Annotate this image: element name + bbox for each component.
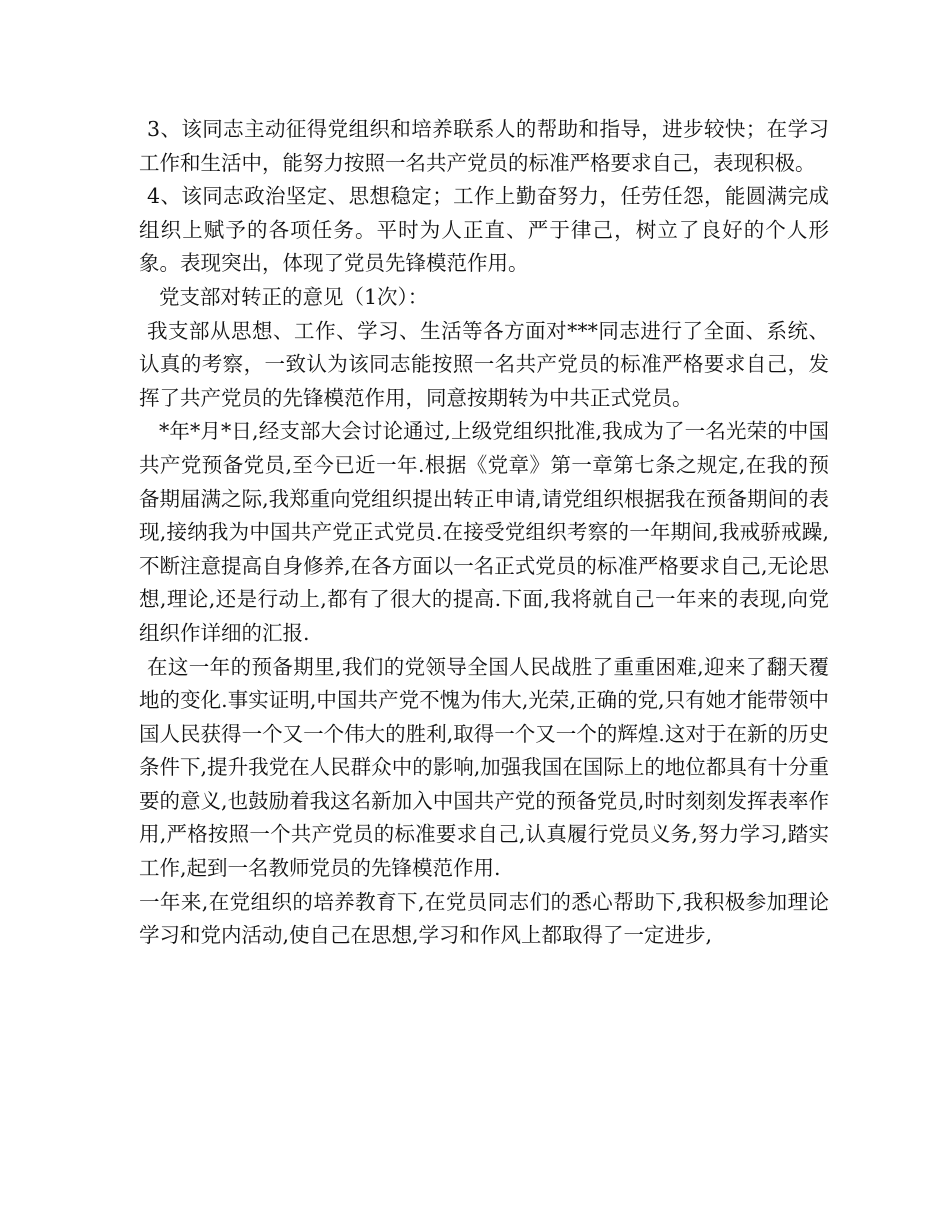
paragraph-branch-opinion: 我支部从思想、工作、学习、生活等各方面对***同志进行了全面、系统、认真的考察，一致认为该同志能按照一名共产党员的标准严格要求自己，发挥了共产党员的先锋模范作用，同意按期转为中共正式党员。 bbox=[139, 318, 829, 410]
paragraph-probation-year: 在这一年的预备期里,我们的党领导全国人民战胜了重重困难,迎来了翻天覆地的变化.事实证明,中国共产党不愧为伟大,光荣,正确的党,只有她才能带领中国人民获得一个又一个伟大的胜利,取得一个又一个的辉煌.这对于在新的历史条件下,提升我党在人民群众中的影响,加强我国在国际上的地位都具有十分重要的意义,也鼓励着我这名新加入中国共产党的预备党员,时时刻刻发挥表率作用,严格按照一个共产党员的标准要求自己,认真履行党员义务,努力学习,踏实工作,起到一名教师党员的先锋模范作用. bbox=[139, 654, 829, 881]
section-heading-branch-opinion: 党支部对转正的意见（1次）： bbox=[159, 284, 429, 309]
paragraph-year-summary: 一年来,在党组织的培养教育下,在党员同志们的悉心帮助下,我积极参加理论学习和党内活动,使自己在思想,学习和作风上都取得了一定进步, bbox=[139, 889, 829, 948]
paragraph-application-intro: *年*月*日,经支部大会讨论通过,上级党组织批准,我成为了一名光荣的中国共产党预备党员,至今已近一年.根据《党章》第一章第七条之规定,在我的预备期届满之际,我郑重向党组织提出转正申请,请党组织根据我在预备期间的表现,接纳我为中国共产党正式党员.在接受党组织考察的一年期间,我戒骄戒躁,不断注意提高自身修养,在各方面以一名正式党员的标准严格要求自己,无论思想,理论,还是行动上,都有了很大的提高.下面,我将就自己一年来的表现,向党组织作详细的汇报. bbox=[139, 419, 829, 645]
paragraph-item-3: 3、该同志主动征得党组织和培养联系人的帮助和指导，进步较快；在学习工作和生活中，能努力按照一名共产党员的标准严格要求自己，表现积极。 bbox=[139, 117, 829, 175]
document-body bbox=[139, 113, 829, 953]
paragraph-item-4: 4、该同志政治坚定、思想稳定；工作上勤奋努力，任劳任怨，能圆满完成组织上赋予的各项任务。平时为人正直、严于律己，树立了良好的个人形象。表现突出，体现了党员先锋模范作用。 bbox=[139, 184, 829, 276]
